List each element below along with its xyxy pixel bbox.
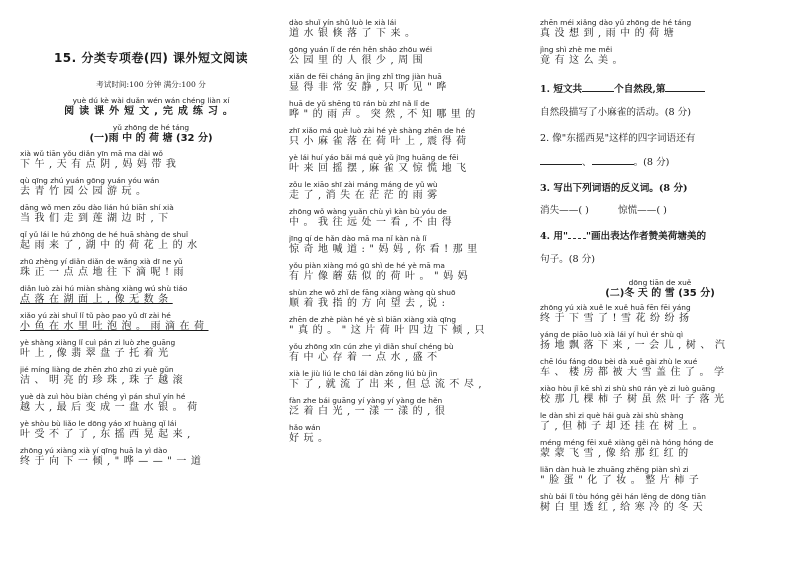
hanzi-line: 车、楼房都被大雪盖住了。学 — [540, 367, 729, 378]
text-line — [20, 338, 282, 361]
pinyin-line: yè lái huí yáo bǎi má què yǔ jīng huāng de fēi — [289, 153, 459, 162]
hanzi-line: "脸蛋"化了妆。整片柿子 — [540, 475, 704, 486]
q2-label-a: 2. 像"东摇西晃"这样的四字词语还有 — [540, 133, 696, 144]
text-line — [289, 288, 529, 311]
text-line — [540, 492, 780, 515]
section1-pinyin: yǔ zhōng de hé táng — [112, 123, 190, 132]
page-title: 15. 分类专项卷(四) 课外短文阅读 — [53, 51, 249, 65]
pinyin-line: zhōng yú xià xuě le xuě huā fēn fēi yáng — [540, 303, 691, 312]
hanzi-line: 当我们走到莲湖边时,下 — [20, 213, 173, 224]
hanzi-line: 竟有这么美。 — [540, 55, 627, 66]
hanzi-line: 顺着我指的方向望去,说: — [289, 298, 450, 309]
hanzi-line: 真没想到,雨中的荷塘 — [540, 28, 679, 39]
question-1 — [540, 82, 780, 119]
q1-label-b: 个自然段,第 — [614, 84, 666, 95]
text-line — [20, 419, 282, 442]
pinyin-line: zhī xiǎo má què luò zài hé yè shàng zhēn de hé — [289, 126, 466, 135]
text-line — [289, 18, 529, 41]
q4-label-c: 句子。(8 分) — [540, 254, 596, 265]
text-line — [289, 261, 529, 284]
hanzi-line: 哗"的雨声。突然,不知哪里的 — [289, 109, 480, 120]
column-left — [20, 0, 282, 561]
wavy-line-icon — [568, 232, 586, 239]
pinyin-line: hǎo wán — [289, 423, 321, 432]
text-line — [289, 180, 529, 203]
text-line — [540, 357, 780, 380]
hanzi-line: 起雨来了,湖中的荷花上的水 — [20, 240, 202, 251]
q4-label-b: "画出表达作者赞美荷塘美的 — [585, 231, 707, 242]
instruction-pinyin: yuè dú kè wài duǎn wén wán chéng liàn xí — [72, 96, 230, 105]
q2-separator: 、 — [582, 157, 592, 168]
pinyin-line: shùn zhe wǒ zhǐ de fāng xiàng wàng qù shuō — [289, 288, 456, 297]
hanzi-line: 只小麻雀落在荷叶上,震得荷 — [289, 136, 471, 147]
hanzi-line: 惊奇地喊道:"妈妈,你看!那里 — [289, 244, 482, 255]
text-line — [20, 230, 282, 253]
text-line — [540, 45, 780, 68]
hanzi-line: 有中心存着一点水,盛不 — [289, 352, 442, 363]
hanzi-line: 泛着白光,一漾一漾的,很 — [289, 406, 450, 417]
hanzi-line: 越大,最后变成一盘水银。荷 — [20, 402, 202, 413]
hanzi-line: 扬地飘落下来,一会儿,树、汽 — [540, 340, 730, 351]
pinyin-line: xiǎn de fēi cháng ān jìng zhǐ tīng jiàn huā — [289, 72, 442, 81]
pinyin-line: qǐ yǔ lái le hú zhōng de hé huā shàng de shuǐ — [20, 230, 189, 239]
pinyin-line: diǎn luò zài hú miàn shàng xiàng wú shù tiáo — [20, 284, 188, 293]
q2-answer-blank-1[interactable] — [540, 155, 582, 165]
text-line — [20, 311, 282, 334]
text-line — [20, 284, 282, 307]
text-line — [20, 149, 282, 172]
text-line — [289, 99, 529, 122]
pinyin-line: yuè dà zuì hòu biàn chéng yì pán shuǐ yín hé — [20, 392, 186, 401]
text-line — [20, 365, 282, 388]
text-line — [289, 207, 529, 230]
question-3 — [540, 182, 780, 217]
hanzi-line: 下午,天有点阴,妈妈带我 — [20, 159, 181, 170]
text-line — [540, 384, 780, 407]
hanzi-line: 点落在湖面上,像无数条 — [20, 294, 173, 305]
text-line — [289, 234, 529, 257]
section2-pinyin: dōng tiān de xuě — [628, 278, 692, 287]
pinyin-line: le dàn shì zi què hái guà zài shù shàng — [540, 411, 684, 420]
pinyin-line: liǎn dàn huà le zhuāng zhěng piàn shì zi — [540, 465, 689, 474]
pinyin-line: gōng yuán lǐ de rén hěn shǎo zhōu wéi — [289, 45, 433, 54]
hanzi-line: 去青竹园公园游玩。 — [20, 186, 151, 197]
instruction-text: 阅读课外短文,完成练习。 — [64, 106, 238, 117]
hanzi-line: 洁、明亮的珍珠,珠子越滚 — [20, 375, 188, 386]
text-line — [20, 203, 282, 226]
pinyin-line: zhōng wǒ wàng yuǎn chù yì kàn bù yóu de — [289, 207, 447, 216]
hanzi-line: 终于下雪了!雪花纷纷扬 — [540, 313, 694, 324]
hanzi-line: 小鱼在水里吐泡泡。雨滴在荷 — [20, 321, 209, 332]
hanzi-line: 校那几棵柿子树虽然叶子落光 — [540, 394, 729, 405]
text-line — [289, 342, 529, 365]
hanzi-line: 蒙蒙飞雪,像给那红红的 — [540, 448, 693, 459]
pinyin-line: xià wǔ tiān yǒu diǎn yīn mā ma dài wǒ — [20, 149, 163, 158]
text-line — [20, 446, 282, 469]
q3-label: 3. 写出下列词语的反义词。(8 分) — [540, 183, 688, 194]
pinyin-line: xià le jiù liú le chū lái dàn zǒng liú bù jìn — [289, 369, 438, 378]
q2-label-c: 。(8 分) — [633, 157, 670, 168]
text-line — [20, 176, 282, 199]
hanzi-line: 下了,就流了出来,但总流不尽, — [289, 379, 487, 390]
text-line — [289, 153, 529, 176]
q3-antonym-2[interactable]: 惊慌——( ) — [617, 205, 667, 216]
pinyin-line: zǒu le xiāo shī zài máng máng de yǔ wù — [289, 180, 438, 189]
hanzi-line: 好玩。 — [289, 433, 333, 444]
pinyin-line: huā de yǔ shēng tū rán bù zhī nǎ lǐ de — [289, 99, 430, 108]
q3-antonym-1[interactable]: 消失——( ) — [540, 205, 589, 216]
text-line — [289, 72, 529, 95]
pinyin-line: méng méng fēi xuě xiàng gěi nà hóng hóng de — [540, 438, 714, 447]
hanzi-line: 显得非常安静,只听见"哗 — [289, 82, 451, 93]
passage-1-part-1 — [20, 149, 282, 469]
hanzi-line: 走了,消失在茫茫的雨雾 — [289, 190, 442, 201]
q1-label-c: 自然段描写了小麻雀的活动。(8 分) — [540, 107, 691, 118]
hanzi-line: 中。我往远处一看,不由得 — [289, 217, 457, 228]
text-line — [289, 126, 529, 149]
pinyin-line: jìng shì zhè me měi — [540, 45, 613, 54]
hanzi-line: "真的。"这片荷叶四边下倾,只 — [289, 325, 489, 336]
pinyin-line: jié míng liàng de zhēn zhū zhū zi yuè gǔn — [20, 365, 174, 374]
hanzi-line: 叶上,像翡翠盘子托着光 — [20, 348, 173, 359]
pinyin-line: jīng qí de hǎn dào mā ma nǐ kàn nà lǐ — [289, 234, 427, 243]
text-line — [540, 18, 780, 41]
text-line — [540, 303, 780, 326]
q1-answer-blank-1[interactable] — [582, 82, 614, 92]
pinyin-line: shù bái lǐ tòu hóng gěi hán lěng de dōng tiān — [540, 492, 706, 501]
text-line — [289, 423, 529, 446]
passage-1-ending — [540, 18, 780, 68]
section1-title: (一)雨 中 的 荷 塘 (32 分) — [89, 133, 213, 144]
text-line — [20, 257, 282, 280]
pinyin-line: xiǎo yú zài shuǐ lǐ tǔ pào pao yǔ dī zài hé — [20, 311, 171, 320]
q4-label-a: 4. 用" — [540, 231, 568, 242]
pinyin-line: zhēn de zhè piàn hé yè sì biān xiàng xià qīng — [289, 315, 457, 324]
pinyin-line: yè shòu bù liǎo le dōng yáo xī huàng qǐ lái — [20, 419, 177, 428]
text-line — [540, 411, 780, 434]
pinyin-line: zhōng yú xiàng xià yí qīng huā la yì dào — [20, 446, 168, 455]
pinyin-line: yǒu zhōng xīn cún zhe yì diǎn shuǐ chéng bù — [289, 342, 454, 351]
column-middle — [289, 0, 529, 561]
hanzi-line: 珠正一点点地往下滴呢!雨 — [20, 267, 189, 278]
text-line — [289, 45, 529, 68]
text-line — [540, 438, 780, 461]
pinyin-line: dāng wǒ men zǒu dào lián hú biān shí xià — [20, 203, 174, 212]
q1-label-a: 1. 短文共 — [540, 84, 583, 95]
hanzi-line: 树白里透红,给寒冷的冬天 — [540, 502, 708, 513]
hanzi-line: 叶来回摇摆,麻雀又惊慌地飞 — [289, 163, 471, 174]
hanzi-line: 道水银倏落了下来。 — [289, 28, 420, 39]
pinyin-line: dào shuǐ yín shǔ luò le xià lái — [289, 18, 397, 27]
pinyin-line: xiào hòu jǐ kē shì zi shù shū rán yè zi luò guāng — [540, 384, 716, 393]
hanzi-line: 了,但柿子却还挂在树上。 — [540, 421, 708, 432]
pinyin-line: chē lóu fáng dōu bèi dà xuě gài zhù le xué — [540, 357, 698, 366]
pinyin-line: yè shàng xiàng lǐ cuì pán zi luò zhe guāng — [20, 338, 176, 347]
hanzi-line: 终于向下一倾,"哗——"一道 — [20, 456, 206, 467]
text-line — [20, 392, 282, 415]
q2-answer-blank-2[interactable] — [592, 155, 634, 165]
pinyin-line: yáng de piāo luò xià lái yí huì ér shù qì — [540, 330, 684, 339]
passage-1-part-2 — [289, 18, 529, 446]
text-line — [289, 396, 529, 419]
text-line — [540, 465, 780, 488]
q1-answer-blank-2[interactable] — [665, 82, 705, 92]
pinyin-line: zhū zhèng yí diǎn diǎn de wǎng xià dī ne yǔ — [20, 257, 183, 266]
hanzi-line: 公园里的人很少,周围 — [289, 55, 428, 66]
question-4 — [540, 230, 780, 266]
exam-meta: 考试时间:100 分钟 满分:100 分 — [96, 80, 206, 89]
pinyin-line: qù qīng zhú yuán gōng yuán yóu wán — [20, 176, 160, 185]
question-2 — [540, 132, 780, 169]
text-line — [289, 369, 529, 392]
passage-2 — [540, 303, 780, 515]
text-line — [289, 315, 529, 338]
text-line — [540, 330, 780, 353]
column-right — [540, 0, 780, 561]
pinyin-line: zhēn méi xiǎng dào yǔ zhōng de hé táng — [540, 18, 692, 27]
hanzi-line: 叶受不了了,东摇西晃起来, — [20, 429, 195, 440]
pinyin-line: yǒu piàn xiàng mó gū shì de hé yè mā ma — [289, 261, 445, 270]
hanzi-line: 有片像蘑菇似的荷叶。"妈妈 — [289, 271, 473, 282]
pinyin-line: fàn zhe bái guāng yí yàng yí yàng de hěn — [289, 396, 443, 405]
section2-title: (二)冬 天 的 雪 (35 分) — [605, 288, 715, 299]
